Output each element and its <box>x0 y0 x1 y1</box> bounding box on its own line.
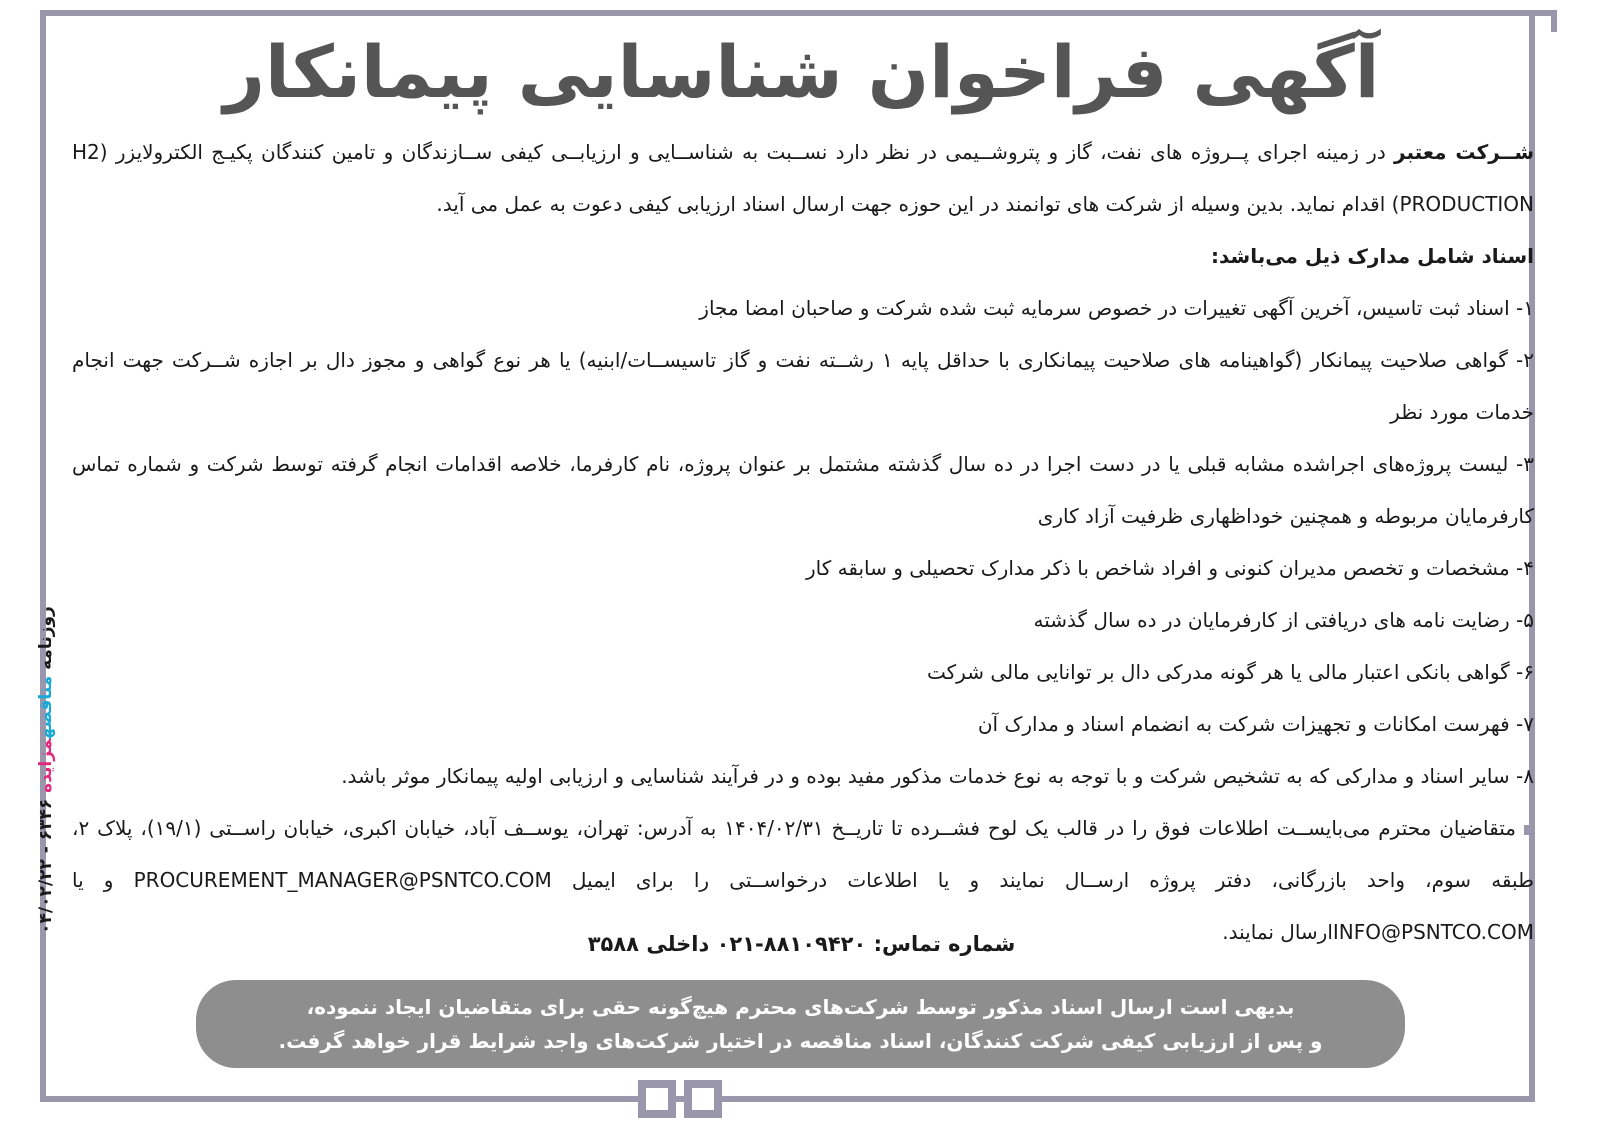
intro-paragraph <box>72 126 1534 230</box>
ad-title: آگهی فراخوان شناسایی پیمانکار <box>223 30 1380 114</box>
ad-body <box>72 126 1534 958</box>
square-bullet-icon <box>1524 825 1534 835</box>
list-item-7: ۷- فهرست امکانات و تجهیزات شرکت به انضمام اسناد و مدارک آن <box>977 712 1534 736</box>
submission-text: متقاضیان محترم می‌بایســت اطلاعات فوق را در قالب یک لوح فشــرده تا تاریــخ ۱۴۰۴/۰۲/۳۱ به آدرس: تهران، یوســف آباد، خیابان اکبری، خیابان راســتی (۱۹/۱)، پلاک ۲، طبقه سوم، واحد بازرگانی، دفتر پروژه ارســال نمایند و یا اطلاعات درخواســتی را برای ایمیل PROCUREMENT_MANAGER@PSNTCO.COM و یا INFO@PSNTCO.COMارسال نمایند. <box>72 816 1534 944</box>
list-item-6: ۶- گواهی بانکی اعتبار مالی یا هر گونه مدرکی دال بر توانایی مالی شرکت <box>927 660 1534 684</box>
list-item-8: ۸- سایر اسناد و مدارکی که به تشخیص شرکت و با توجه به نوع خدمات مذکور مفید بوده و در فرآیند شناسایی و ارزیابی اولیه پیمانکار موثر باشد. <box>341 764 1534 788</box>
list-item-2: ۲- گواهی صلاحیت پیمانکار (گواهینامه های صلاحیت پیمانکاری با حداقل پایه ۱ رشــته نفت و گاز تاسیســات/ابنیه) یا هر نوع گواهی و مجوز دال بر اجازه شــرکت جهت انجام خدمات مورد نظر <box>72 348 1534 424</box>
docs-heading: اسناد شامل مدارک ذیل می‌باشد: <box>1211 244 1534 268</box>
footer-square-left <box>638 1080 676 1118</box>
intro-text: در زمینه اجرای پــروژه های نفت، گاز و پتروشــیمی در نظر دارد نســبت به شناســایی و ارزیابــی کیفی ســازندگان و تامین کنندگان پکیـج الکترولایزر (H2 PRODUCTION) اقدام نماید. بدین وسیله از شرکت های توانمند در این حوزه جهت ارسال اسناد ارزیابی کیفی دعوت به عمل می آید. <box>72 140 1534 216</box>
issue-ref: ۶۳۴۶ - ۰۴/۰۲/۲۲ <box>36 798 56 934</box>
notice-line-2: و پس از ارزیابی کیفی شرکت کنندگان، اسناد مناقصه در اختیار شرکت‌های واجد شرایط قرار خواهد گرفت. <box>278 1029 1323 1053</box>
list-item-3: ۳- لیست پروژه‌های اجراشده مشابه قبلی یا در دست اجرا در ده سال گذشته مشتمل بر عنوان پروژه، نام کارفرما، خلاصه اقدامات انجام گرفته توسط شرکت و شماره تماس کارفرمایان مربوطه و همچنین خوداظهاری ظرفیت آزاد کاری <box>72 452 1534 528</box>
list-item-1: ۱- اسناد ثبت تاسیس، آخرین آگهی تغییرات در خصوص سرمایه ثبت شده شرکت و صاحبان امضا مجاز <box>699 296 1534 320</box>
sidebar-text <box>36 606 56 934</box>
newspaper-sidebar <box>20 606 72 934</box>
list-item-4: ۴- مشخصات و تخصص مدیران کنونی و افراد شاخص با ذکر مدارک تحصیلی و سابقه کار <box>806 556 1534 580</box>
contact-phone: شماره تماس: ۸۸۱۰۹۴۲۰-۰۲۱ داخلی ۳۵۸۸ <box>587 932 1016 956</box>
newspaper-logo: مناقصهمزایده <box>36 675 56 793</box>
notice-box <box>196 980 1405 1068</box>
notice-line-1: بدیهی است ارسال اسناد مذکور توسط شرکت‌های محترم هیچ‌گونه حقی برای متقاضیان ایجاد ننموده، <box>306 995 1295 1019</box>
company-label: شــرکت معتبر <box>1394 140 1534 164</box>
sidebar-label: روزنامه <box>36 606 56 670</box>
list-item-5: ۵- رضایت نامه های دریافتی از کارفرمایان در ده سال گذشته <box>1033 608 1534 632</box>
footer-square-right <box>684 1080 722 1118</box>
